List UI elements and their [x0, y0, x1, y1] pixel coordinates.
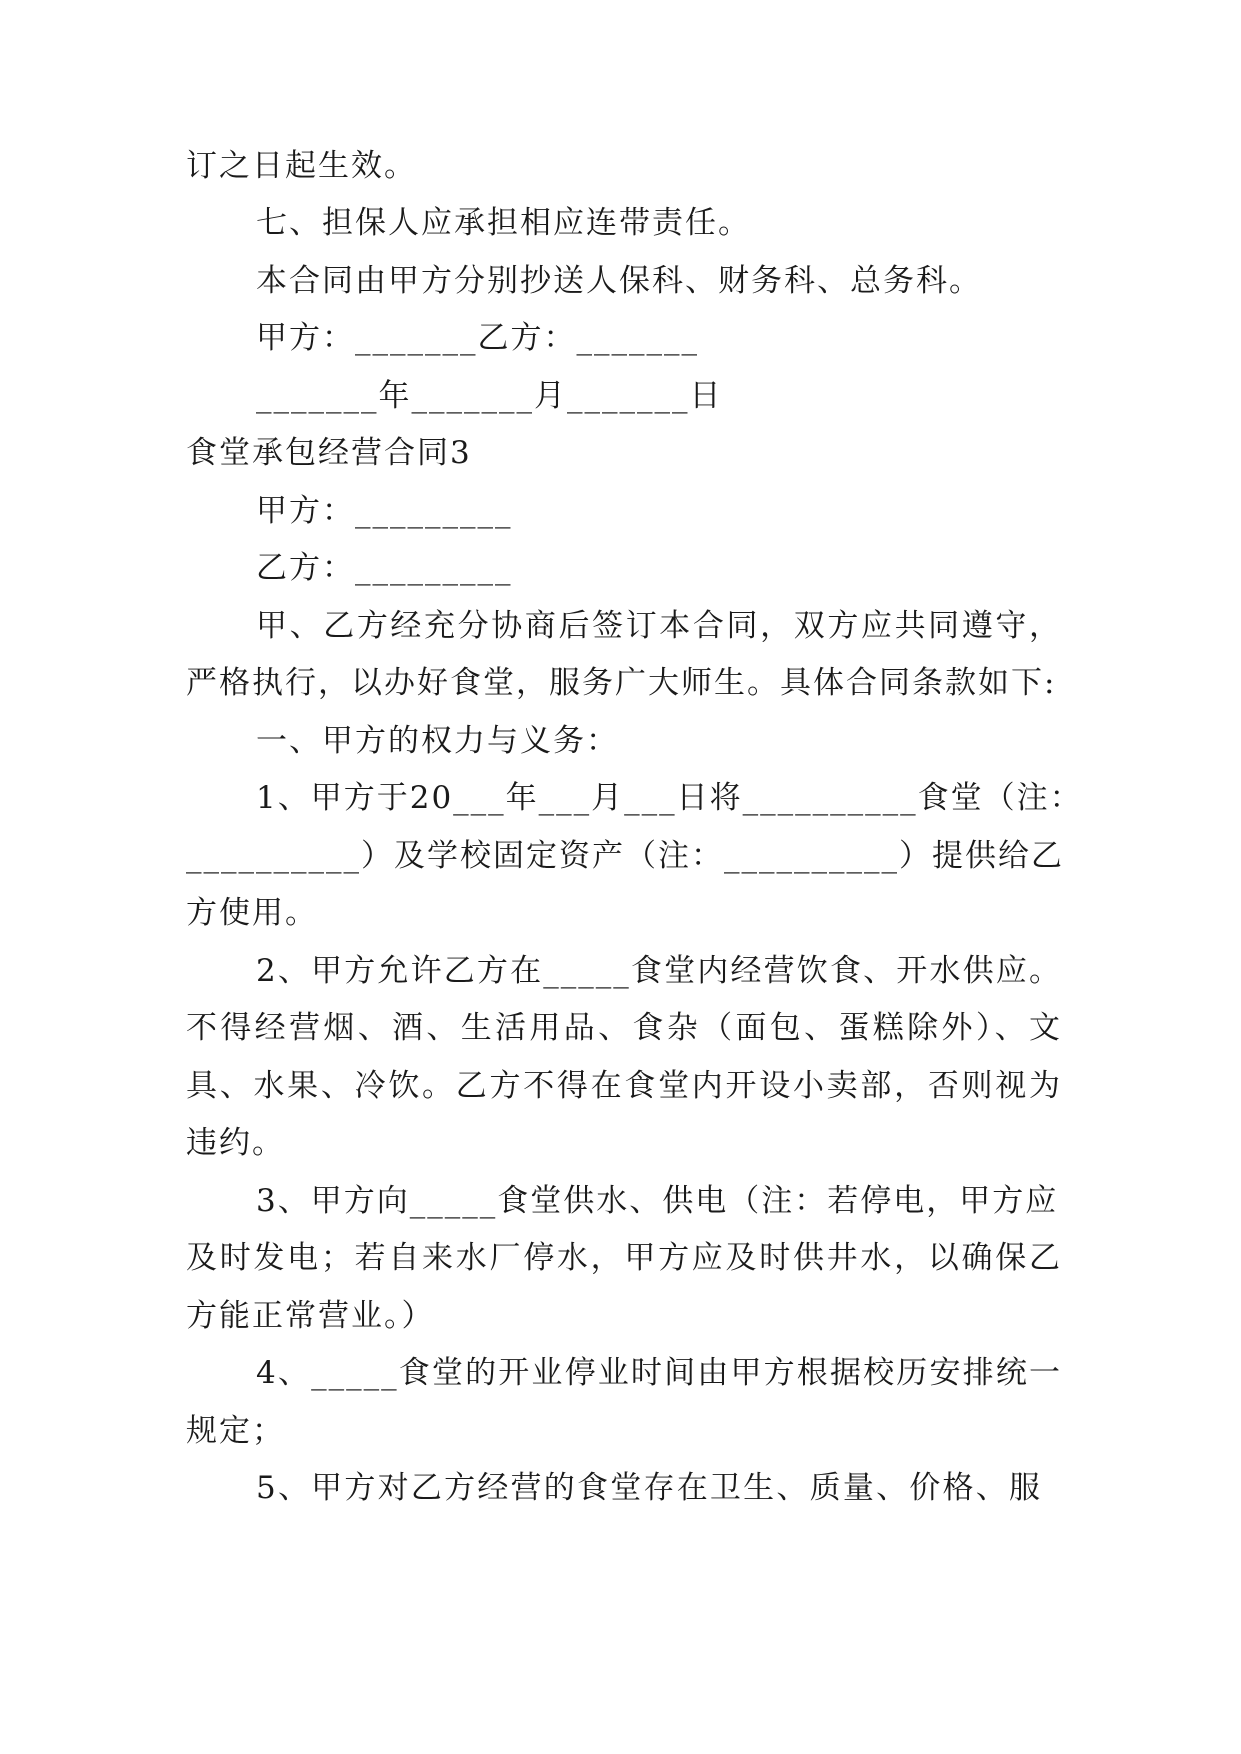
text-line: 1、甲方于20___年___月___日将__________食堂（注：	[256, 780, 1083, 816]
text-line: 不得经营烟、酒、生活用品、食杂（面包、蛋糕除外）、文	[186, 1010, 1062, 1046]
text-line: 及时发电；若自来水厂停水，甲方应及时供井水，以确保乙	[186, 1240, 1062, 1276]
heading-party-a-rights: 一、甲方的权力与义务：	[256, 723, 619, 759]
text-line: 规定；	[186, 1413, 285, 1449]
text-line: 方使用。	[186, 895, 318, 931]
text-line: 具、水果、冷饮。乙方不得在食堂内开设小卖部，否则视为	[186, 1068, 1062, 1104]
text-line: 违约。	[186, 1125, 285, 1161]
text-line: 5、甲方对乙方经营的食堂存在卫生、质量、价格、服	[256, 1470, 1042, 1506]
text-line: 3、甲方向_____食堂供水、供电（注：若停电，甲方应	[256, 1183, 1059, 1219]
signature-line: 甲方：_______乙方：_______	[256, 320, 699, 356]
text-line: 本合同由甲方分别抄送人保科、财务科、总务科。	[256, 263, 982, 299]
party-a-line: 甲方：_________	[256, 493, 513, 529]
text-line: 方能正常营业。）	[186, 1298, 435, 1334]
text-line: 4、_____食堂的开业停业时间由甲方根据校历安排统一	[256, 1355, 1062, 1391]
text-line: __________）及学校固定资产（注：__________）提供给乙	[186, 838, 1064, 874]
clause-7-line: 七、担保人应承担相应连带责任。	[256, 205, 751, 241]
text-line: 严格执行，以办好食堂，服务广大师生。具体合同条款如下:	[186, 665, 1057, 701]
section-title: 食堂承包经营合同3	[186, 435, 472, 471]
text-line: 2、甲方允许乙方在_____食堂内经营饮食、开水供应。	[256, 953, 1062, 989]
date-line: _______年_______月_______日	[256, 378, 723, 414]
text-line: 甲、乙方经充分协商后签订本合同，双方应共同遵守，	[256, 608, 1062, 644]
party-b-line: 乙方：_________	[256, 550, 513, 586]
text-line: 订之日起生效。	[186, 148, 417, 184]
